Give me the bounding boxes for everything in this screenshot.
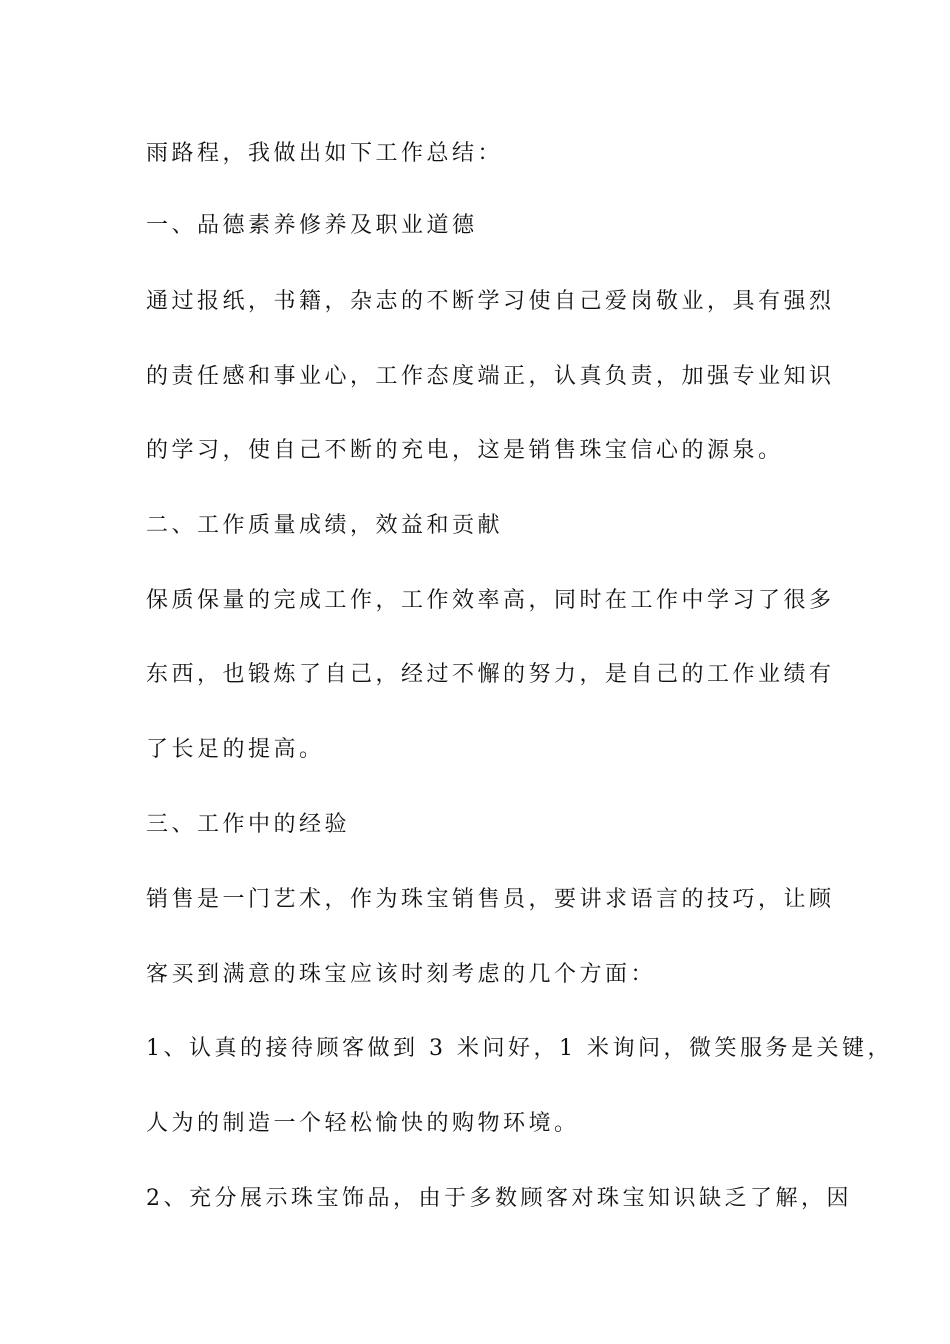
list-item: 2、充分展示珠宝饰品，由于多数顾客对珠宝知识缺乏了解，因 bbox=[146, 1186, 852, 1211]
section-heading: 二、工作质量成绩，效益和贡献 bbox=[146, 513, 504, 538]
text-line: 客买到满意的珠宝应该时刻考虑的几个方面： bbox=[146, 962, 657, 987]
list-item: 1、认真的接待顾客做到 3 米问好，1 米询问，微笑服务是关键， bbox=[146, 1036, 893, 1061]
text-line: 东西，也锻炼了自己，经过不懈的努力，是自己的工作业绩有 bbox=[146, 662, 835, 687]
text-line: 雨路程，我做出如下工作总结： bbox=[146, 141, 504, 166]
text-line: 的责任感和事业心，工作态度端正，认真负责，加强专业知识 bbox=[146, 364, 835, 389]
text-line: 通过报纸，书籍，杂志的不断学习使自己爱岗敬业，具有强烈 bbox=[146, 289, 835, 314]
text-line: 保质保量的完成工作，工作效率高，同时在工作中学习了很多 bbox=[146, 588, 835, 613]
text-line: 了长足的提高。 bbox=[146, 737, 325, 762]
text-line: 的学习，使自己不断的充电，这是销售珠宝信心的源泉。 bbox=[146, 438, 784, 463]
text-line: 人为的制造一个轻松愉快的购物环境。 bbox=[146, 1111, 580, 1136]
section-heading: 一、品德素养修养及职业道德 bbox=[146, 213, 478, 238]
section-heading: 三、工作中的经验 bbox=[146, 812, 351, 837]
text-line: 销售是一门艺术，作为珠宝销售员，要讲求语言的技巧，让顾 bbox=[146, 887, 835, 912]
